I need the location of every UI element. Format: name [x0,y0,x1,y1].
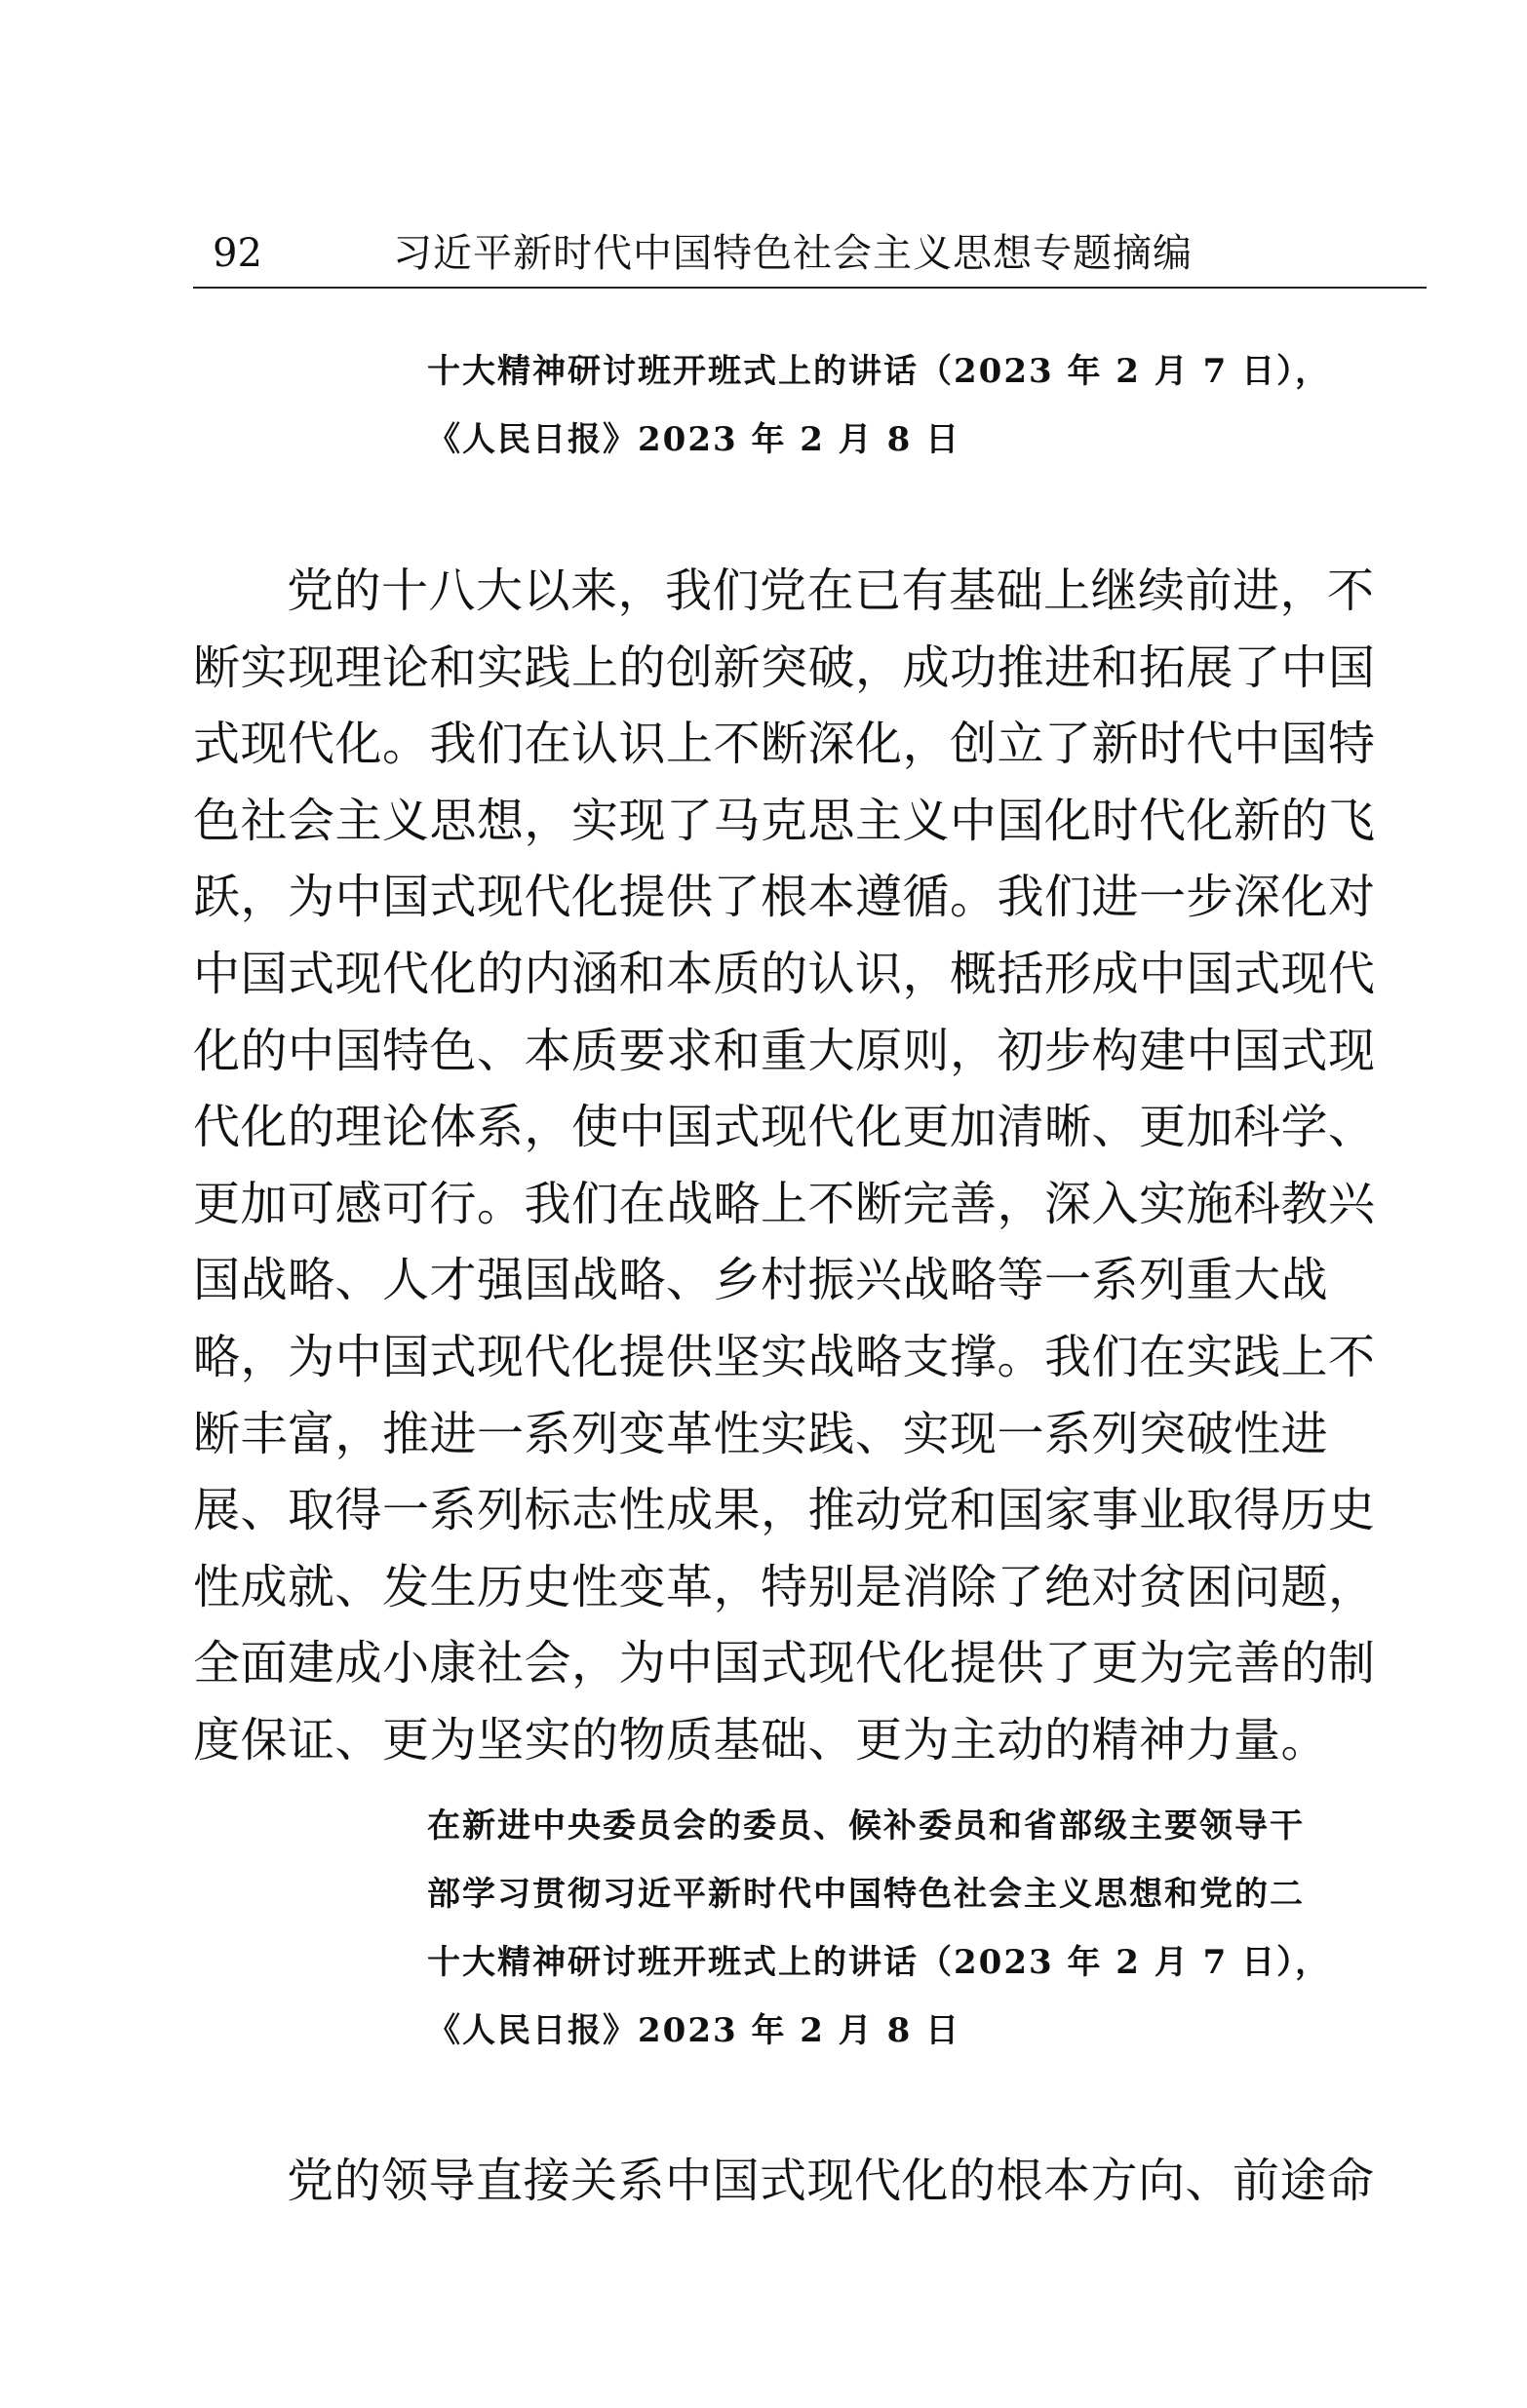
paragraph-line: 代化的理论体系，使中国式现代化更加清晰、更加科学、 [193,1100,1376,1155]
paragraph-line: 跃，为中国式现代化提供了根本遵循。我们进一步深化对 [193,870,1376,925]
paragraph-line: 略，为中国式现代化提供坚实战略支撑。我们在实践上不 [193,1329,1376,1384]
running-title: 习近平新时代中国特色社会主义思想专题摘编 [393,231,1193,276]
page-number: 92 [213,231,262,276]
paragraph-line: 式现代化。我们在认识上不断深化，创立了新时代中国特 [193,717,1376,772]
page-header [193,222,1427,289]
citation-line: 《人民日报》2023 年 2 月 8 日 [427,420,961,459]
paragraph-line: 国战略、人才强国战略、乡村振兴战略等一系列重大战 [193,1253,1329,1308]
paragraph-line: 中国式现代化的内涵和本质的认识，概括形成中国式现代 [193,946,1376,1001]
header-rule [193,287,1427,289]
source-citation-bottom [427,1792,1431,2065]
citation-line: 《人民日报》2023 年 2 月 8 日 [427,2011,961,2050]
paragraph-line: 度保证、更为坚实的物质基础、更为主动的精神力量。 [193,1712,1329,1767]
paragraph-line: 展、取得一系列标志性成果，推动党和国家事业取得历史 [193,1483,1376,1538]
body-paragraph [193,2143,1436,2220]
body-paragraph [193,553,1436,1779]
paragraph-line: 性成就、发生历史性变革，特别是消除了绝对贫困问题， [193,1559,1376,1614]
source-citation-top [427,337,1431,474]
paragraph-line: 党的十八大以来，我们党在已有基础上继续前进，不 [287,563,1375,618]
paragraph-line: 色社会主义思想，实现了马克思主义中国化时代化新的飞 [193,793,1376,848]
citation-line: 十大精神研讨班开班式上的讲话（2023 年 2 月 7 日）， [427,1943,1331,1982]
paragraph-line: 断丰富，推进一系列变革性实践、实现一系列突破性进 [193,1406,1329,1461]
paragraph-line: 化的中国特色、本质要求和重大原则，初步构建中国式现 [193,1023,1376,1078]
paragraph-line: 全面建成小康社会，为中国式现代化提供了更为完善的制 [193,1636,1376,1691]
paragraph-line: 断实现理论和实践上的创新突破，成功推进和拓展了中国 [193,640,1376,695]
citation-line: 部学习贯彻习近平新时代中国特色社会主义思想和党的二 [427,1875,1305,1914]
paragraph-line: 党的领导直接关系中国式现代化的根本方向、前途命 [287,2154,1375,2208]
citation-line: 在新进中央委员会的委员、候补委员和省部级主要领导干 [427,1806,1305,1845]
citation-line: 十大精神研讨班开班式上的讲话（2023 年 2 月 7 日）， [427,352,1331,391]
paragraph-line: 更加可感可行。我们在战略上不断完善，深入实施科教兴 [193,1176,1376,1231]
